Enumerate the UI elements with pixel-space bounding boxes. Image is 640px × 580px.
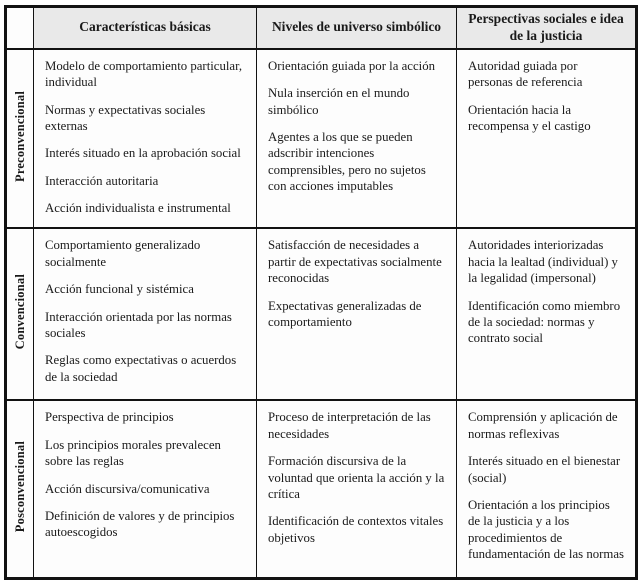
column-header-caracteristicas: Características básicas	[34, 7, 257, 49]
row-label: Posconvencional	[12, 441, 27, 533]
cell-item: Definición de valores y de principios autoescogidos	[45, 508, 235, 540]
table-cell	[34, 400, 257, 578]
cell-item: Acción funcional y sistémica	[45, 282, 194, 297]
table-row-preconvencional	[6, 49, 637, 229]
column-header-perspectivas: Perspectivas sociales e idea de la justicia	[457, 7, 637, 49]
corner-cell	[6, 7, 34, 49]
table-cell	[34, 49, 257, 229]
table-cell	[457, 228, 637, 400]
cell-item: Autoridad guiada por personas de referencia	[468, 58, 583, 90]
cell-item: Orientación a los principios de la justicia y a los procedimientos de fundamentación de las normas	[468, 497, 624, 561]
cell-item: Orientación hacia la recompensa y el castigo	[468, 102, 591, 133]
header-row	[6, 7, 637, 49]
cell-item: Satisfacción de necesidades a partir de expectativas socialmente reconocidas	[268, 238, 442, 286]
cell-item: Orientación guiada por la acción	[268, 58, 435, 73]
table-cell	[257, 400, 457, 578]
cell-item: Acción discursiva/comunicativa	[45, 481, 210, 496]
table-row-posconvencional	[6, 400, 637, 578]
cell-item: Autoridades interiorizadas hacia la lealtad (individual) y la legalidad (impersonal)	[468, 238, 618, 286]
cell-item: Identificación como miembro de la sociedad: normas y contrato social	[468, 298, 621, 346]
cell-item: Comprensión y aplicación de normas reflexivas	[468, 410, 618, 441]
cell-item: Interacción orientada por las normas sociales	[45, 309, 232, 340]
cell-item: Modelo de comportamiento particular, individual	[45, 58, 243, 90]
row-label-cell	[6, 228, 34, 400]
table-cell	[34, 228, 257, 400]
table-cell	[457, 49, 637, 229]
cell-item: Identificación de contextos vitales objetivos	[268, 514, 444, 545]
cell-item: Normas y expectativas sociales externas	[45, 102, 206, 133]
column-header-niveles: Niveles de universo simbólico	[257, 7, 457, 49]
cell-item: Nula inserción en el mundo simbólico	[268, 86, 410, 117]
moral-stages-table	[4, 5, 638, 580]
row-label: Preconvencional	[12, 90, 27, 182]
table-cell	[457, 400, 637, 578]
table-row-convencional	[6, 228, 637, 400]
row-label-cell	[6, 400, 34, 578]
cell-item: Proceso de interpretación de las necesidades	[268, 410, 431, 441]
table-cell	[257, 228, 457, 400]
cell-item: Interacción autoritaria	[45, 173, 159, 188]
table-cell	[257, 49, 457, 229]
row-label-cell	[6, 49, 34, 229]
cell-item: Expectativas generalizadas de comportamiento	[268, 298, 422, 329]
cell-item: Comportamiento generalizado socialmente	[45, 238, 201, 269]
cell-item: Los principios morales prevalecen sobre las reglas	[45, 437, 221, 469]
cell-item: Agentes a los que se pueden adscribir intenciones comprensibles, pero no sujetos con acciones imputables	[268, 129, 426, 193]
cell-item: Acción individualista e instrumental	[45, 201, 231, 215]
cell-item: Perspectiva de principios	[45, 410, 174, 425]
cell-item: Formación discursiva de la voluntad que orienta la acción y la crítica	[268, 454, 445, 501]
cell-item: Interés situado en el bienestar (social)	[468, 454, 621, 485]
cell-item: Interés situado en la aprobación social	[45, 146, 241, 161]
cell-item: Reglas como expectativas o acuerdos de la sociedad	[45, 353, 237, 384]
row-label: Convencional	[12, 274, 27, 350]
